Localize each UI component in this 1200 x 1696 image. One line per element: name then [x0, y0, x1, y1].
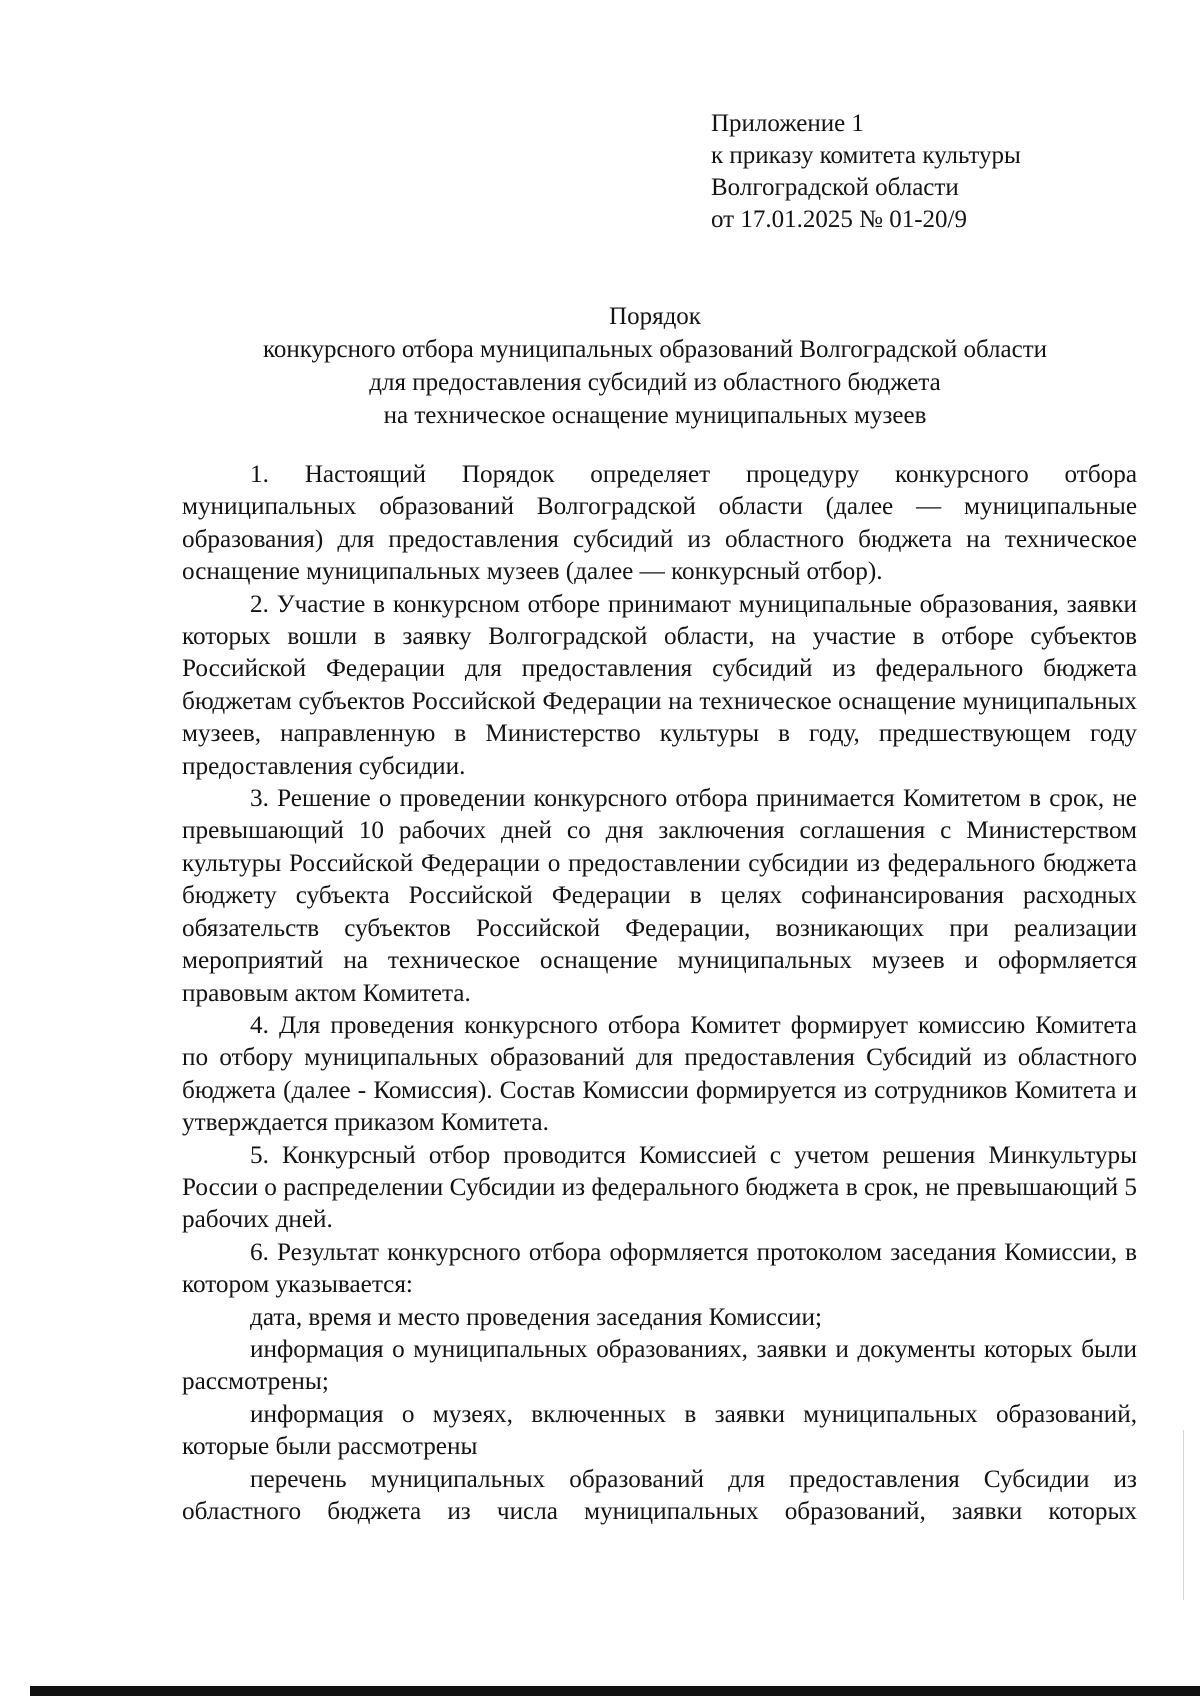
paragraph-3: 3. Решение о проведении конкурсного отбора принимается Комитетом в срок, не превышающий 10 рабочих дней со дня заключения соглашения с Министерством культуры Российской Федерации о предоставлении субсидии из федерального бюджета бюджету субъекта Российской Федерации в целях софинансирования расходных обязательств субъектов Российской Федерации, возникающих при реализации мероприятий на техническое оснащение муниципальных музеев и оформляется правовым актом Комитета. — [182, 785, 1137, 1007]
title-line-2: конкурсного отбора муниципальных образований Волгоградской области — [262, 336, 1048, 363]
document-body — [182, 459, 1137, 1528]
title-line-3: для предоставления субсидий из областного бюджета — [369, 369, 941, 396]
attachment-header — [711, 108, 1021, 236]
title-line-1: Порядок — [609, 303, 701, 330]
list-item-municipalities: информация о муниципальных образованиях, заявки и документы которых были рассмотрены; — [182, 1335, 1137, 1396]
attachment-line-2: к приказу комитета культуры — [711, 142, 1021, 169]
paragraph-2: 2. Участие в конкурсном отборе принимают муниципальные образования, заявки которых вошли в заявку Волгоградской области, на участие в отборе субъектов Российской Федерации для предоставления субсидий из федерального бюджета бюджетам субъектов Российской Федерации на техническое оснащение муниципальных музеев, направленную в Министерство культуры в году, предшествующем году предоставления субсидии. — [182, 590, 1137, 780]
paragraph-4: 4. Для проведения конкурсного отбора Комитет формирует комиссию Комитета по отбору муниципальных образований для предоставления Субсидий из областного бюджета (далее - Комиссия). Состав Комиссии формируется из сотрудников Комитета и утверждается приказом Комитета. — [182, 1011, 1137, 1137]
attachment-line-1: Приложение 1 — [711, 110, 864, 137]
list-item-date: дата, время и место проведения заседания Комиссии; — [250, 1303, 822, 1331]
document-title — [160, 300, 1150, 432]
paragraph-5: 5. Конкурсный отбор проводится Комиссией с учетом решения Минкультуры России о распределении Субсидии из федерального бюджета в срок, не превышающий 5 рабочих дней. — [182, 1141, 1137, 1234]
title-line-4: на техническое оснащение муниципальных музеев — [383, 402, 927, 429]
paragraph-6: 6. Результат конкурсного отбора оформляется протоколом заседания Комиссии, в котором указывается: — [182, 1238, 1137, 1299]
scan-bottom-border — [30, 1686, 1200, 1696]
scan-edge-line — [1183, 1430, 1184, 1600]
list-item-perechen: перечень муниципальных образований для предоставления Субсидии из областного бюджета из числа муниципальных образований, заявки которых — [182, 1465, 1137, 1525]
attachment-line-3: Волгоградской области — [711, 174, 959, 201]
paragraph-1: 1. Настоящий Порядок определяет процедуру конкурсного отбора муниципальных образований Волгоградской области (далее — муниципальные образования) для предоставления субсидий из областного бюджета на техническое оснащение муниципальных музеев (далее — конкурсный отбор). — [182, 461, 1137, 586]
list-item-museums: информация о музеях, включенных в заявки муниципальных образований, которые были рассмотрены — [182, 1400, 1137, 1461]
attachment-line-4: от 17.01.2025 № 01-20/9 — [711, 206, 967, 233]
